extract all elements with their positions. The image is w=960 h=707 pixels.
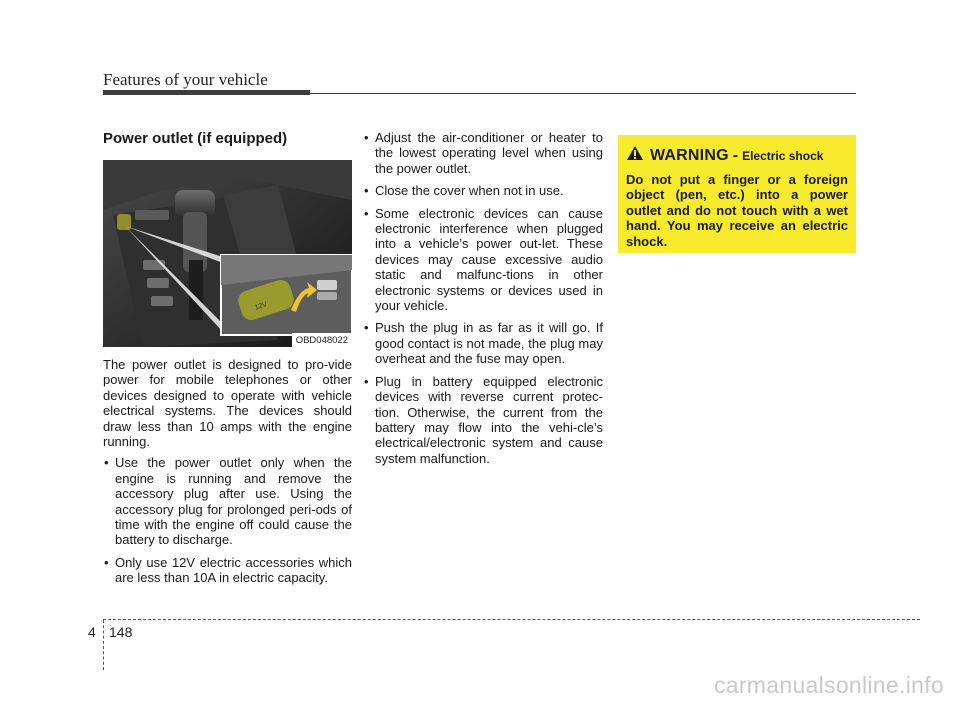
intro-paragraph: The power outlet is designed to pro-vide power for mobile telephones or other devices designed to operate with vehicle electrical systems. The devices should draw less than 10 amps with the engine running. [103, 357, 352, 450]
warning-title [626, 145, 848, 166]
warning-subtitle: Electric shock [742, 148, 824, 163]
header-rule [310, 93, 856, 94]
list-item: • Close the cover when not in use. [363, 183, 603, 198]
list-item: • Use the power outlet only when the engine is running and remove the accessory plug after use. Using the accessory plug for prolonged peri-ods of time with the engine off could cause the battery to discharge. [103, 455, 352, 547]
power-outlet-figure [103, 160, 352, 347]
list-item: • Adjust the air-conditioner or heater to the lowest operating level when using the power outlet. [363, 130, 603, 176]
list-item: • Plug in battery equipped electronic devices with reverse current protec-tion. Otherwise, the current from the battery may flow into the vehi-cle’s electrical/electronic system and cause system malfunction. [363, 374, 603, 466]
chapter-number: 4 [88, 624, 96, 640]
warning-label: WARNING [650, 146, 729, 164]
list-item: • Some electronic devices can cause electronic interference when plugged into a vehicle’s power out-let. These devices may cause excessive audio static and malfunc-tions in other electronic systems or devices used in your vehicle. [363, 206, 603, 314]
left-bullet-list [103, 455, 352, 585]
list-item: • Only use 12V electric accessories which are less than 10A in electric capacity. [103, 555, 352, 586]
warning-triangle-icon [626, 145, 644, 166]
right-column [363, 130, 603, 473]
section-heading: Power outlet (if equipped) [103, 130, 288, 147]
watermark: carmanualsonline.info [713, 672, 944, 698]
footer-rule [103, 619, 920, 620]
footer-vertical-rule [103, 620, 104, 670]
left-column [103, 130, 352, 593]
figure-code: OBD048022 [292, 333, 352, 347]
page-header-title: Features of your vehicle [103, 70, 268, 89]
list-item: • Push the plug in as far as it will go. If good contact is not made, the plug may overheat and the fuse may open. [363, 320, 603, 366]
warning-separator: - [732, 146, 739, 164]
power-outlet-photo [103, 160, 352, 347]
warning-text: Do not put a finger or a foreign object (pen, etc.) into a power outlet and do not touch with a wet hand. You may receive an electric shock. [626, 172, 848, 249]
svg-text:12V: 12V [253, 301, 268, 312]
page-number: 148 [109, 624, 133, 640]
warning-box [618, 135, 856, 253]
right-bullet-list [363, 130, 603, 466]
header-bar [103, 90, 310, 95]
